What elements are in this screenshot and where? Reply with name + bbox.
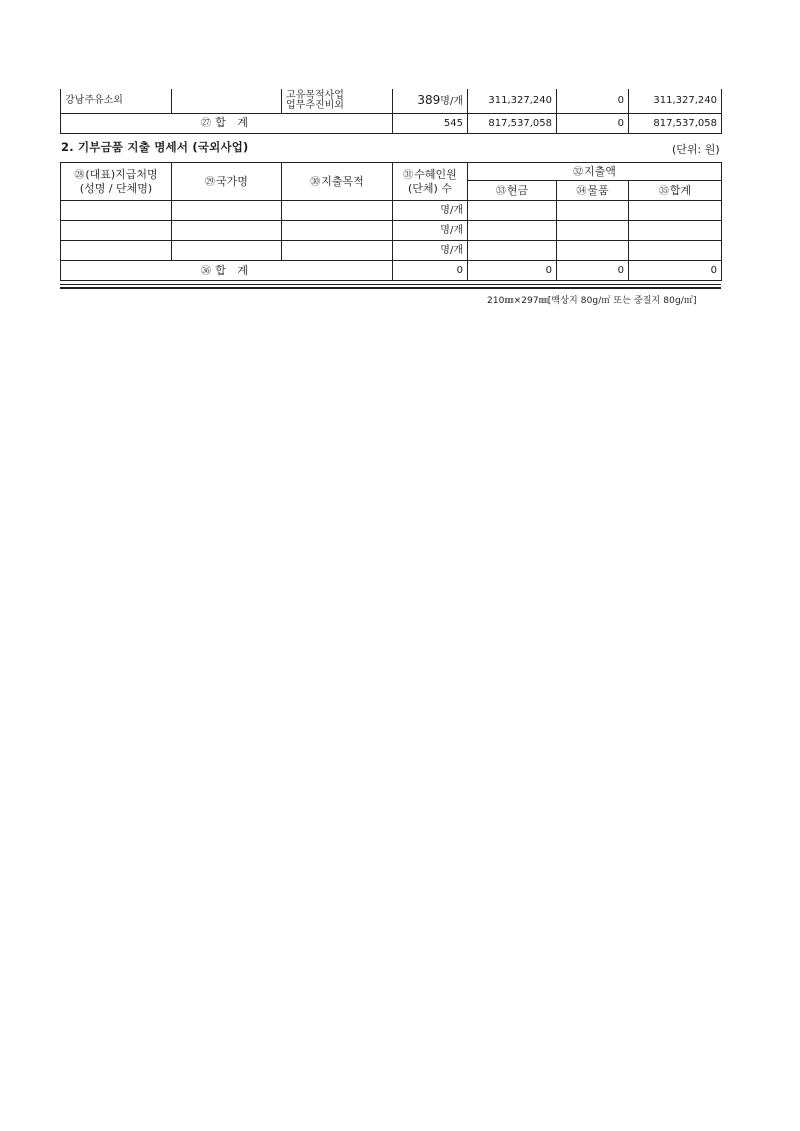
amount-header [468,163,722,181]
bottom-rule [60,284,721,285]
payee-header-line-1: (대표)지급처명 [85,168,158,181]
purpose-cell [282,241,393,261]
cash-cell [468,201,557,221]
circle-number: ㉞ [576,185,587,197]
sum-circle-number: ㉗ [201,118,212,129]
total-header [629,181,722,201]
cash-cell [468,241,557,261]
payee-header [61,163,172,201]
overseas-expenditure-table [60,162,722,281]
cash-header [468,181,557,201]
total-cell [629,241,722,261]
paper-spec-footer: 210㎜×297㎜[백상지 80g/㎡ 또는 중질지 80g/㎡] [487,296,697,306]
bottom-rule-thick [60,287,721,289]
purpose-cell [282,221,393,241]
payee-name-cell [61,201,172,221]
sum-row [61,261,722,281]
country-cell [172,221,282,241]
recipient-count: 389 [417,92,441,107]
circle-number: ㉜ [573,166,584,178]
country-cell [172,241,282,261]
sum-label-cell [61,113,393,133]
circle-number: ㉚ [310,176,321,188]
circle-number: ㉛ [403,170,414,181]
section-title: 2. 기부금품 지출 명세서 (국외사업) [61,140,249,154]
payee-header-line-2: (성명 / 단체명) [79,182,153,195]
payee-name-cell [61,221,172,241]
unit-label: (단위: 원) [672,143,720,156]
sum-total-cell: 0 [629,261,722,281]
recipient-count-cell [393,89,468,113]
total-cell: 311,327,240 [629,89,722,113]
payee-name-cell: 강남주유소외 [61,89,172,113]
goods-header-label: 물품 [587,183,609,197]
payee-name-cell [61,241,172,261]
amount-header-label: 지출액 [584,164,616,178]
sum-count-cell: 545 [393,113,468,133]
sum-goods-cell: 0 [557,113,629,133]
goods-cell [557,241,629,261]
goods-cell: 0 [557,89,629,113]
count-header-line-1: 수혜인원 [414,168,457,181]
count-header-line-2: (단체) 수 [408,182,452,195]
circle-number: ㉝ [495,185,506,197]
total-cell [629,201,722,221]
country-header [172,163,282,201]
purpose-header [282,163,393,201]
purpose-cell [282,89,393,113]
cash-header-label: 현금 [506,183,529,197]
sum-row [61,113,722,133]
domestic-expenditure-table [60,89,722,134]
country-cell [172,201,282,221]
table-row [61,221,722,241]
header-row [61,163,722,181]
sum-cash-cell: 0 [468,261,557,281]
circle-number: ㉙ [205,176,216,188]
recipient-count-cell: 명/개 [393,221,468,241]
cash-cell [468,221,557,241]
table-row [61,201,722,221]
goods-header [557,181,629,201]
sum-count-cell: 0 [393,261,468,281]
total-header-label: 합계 [669,183,692,197]
sum-goods-cell: 0 [557,261,629,281]
table-row [61,89,722,113]
sum-circle-number: ㊱ [201,265,212,277]
sum-cash-cell: 817,537,058 [468,113,557,133]
recipient-count-cell: 명/개 [393,241,468,261]
goods-cell [557,221,629,241]
recipient-count-cell: 명/개 [393,201,468,221]
recipient-count-header [393,163,468,201]
circle-number: ㉟ [658,185,669,197]
country-cell [172,89,282,113]
sum-label: 합 계 [215,116,252,129]
total-cell [629,221,722,241]
cash-cell: 311,327,240 [468,89,557,113]
table-row [61,241,722,261]
sum-label: 합 계 [215,263,252,277]
purpose-header-label: 지출목적 [321,174,364,188]
purpose-cell [282,201,393,221]
purpose-line-1: 고유목적사업 [286,89,344,101]
circle-number: ㉘ [74,170,85,181]
purpose-line-2: 업무추진비외 [286,99,344,111]
sum-total-cell: 817,537,058 [629,113,722,133]
count-unit: 명/개 [440,95,463,107]
sum-label-cell [61,261,393,281]
goods-cell [557,201,629,221]
country-header-label: 국가명 [216,174,248,188]
